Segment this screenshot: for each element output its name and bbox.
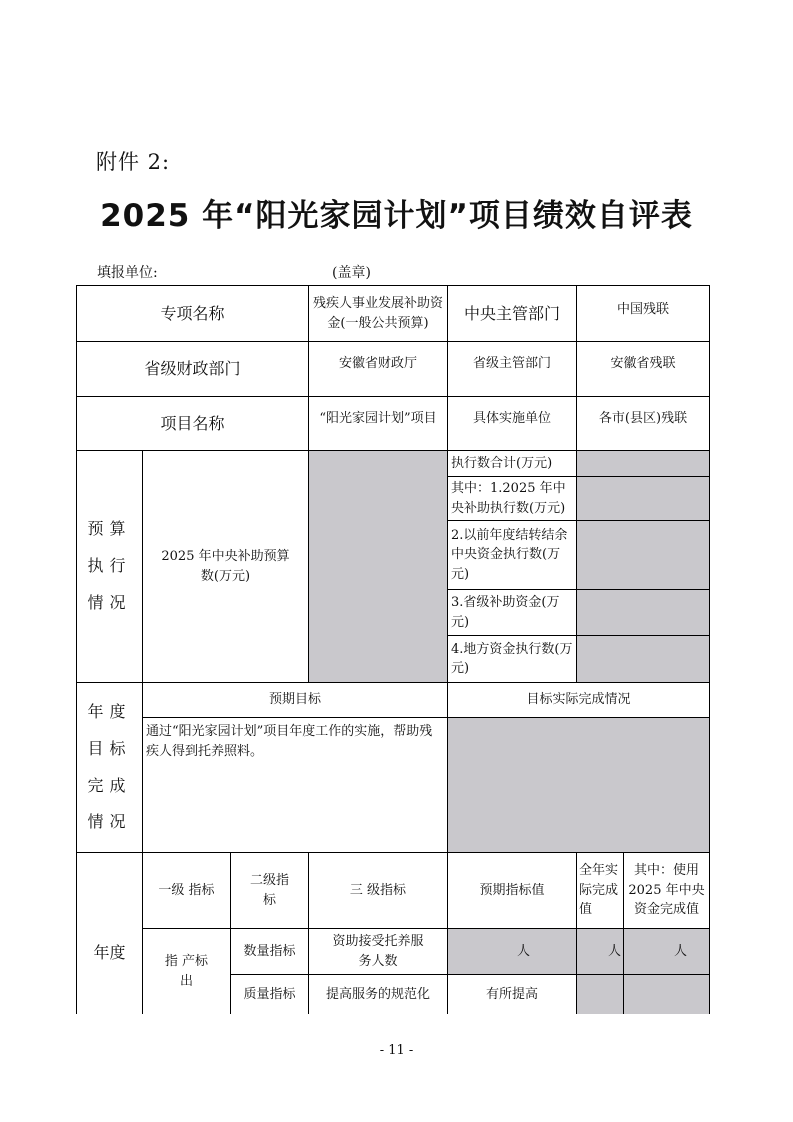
provincial-finance-value: 安徽省财政厅 <box>308 341 448 397</box>
implementing-unit-value: 各市(县区)残联 <box>576 396 710 451</box>
budget-item-provincial: 3.省级补助资金(万元) <box>447 589 577 636</box>
level3-header: 三 级指标 <box>308 852 448 929</box>
fill-unit-label: 填报单位: <box>97 265 158 281</box>
goal-section-label: 年度目标完成情况 <box>76 682 143 853</box>
actual-goal-header: 目标实际完成情况 <box>447 682 710 718</box>
annual-actual-header: 全年实际完成值 <box>576 852 624 929</box>
provincial-dept-label: 省级主管部门 <box>447 341 577 397</box>
central-actual-header: 其中：使用 2025 年中央资金完成值 <box>623 852 710 929</box>
budget-item-carryover: 2.以前年度结转结余中央资金执行数(万元) <box>447 520 577 590</box>
expected-value-header: 预期指标值 <box>447 852 577 929</box>
budget-value-local <box>576 635 710 683</box>
budget-value-central-2025 <box>576 476 710 521</box>
indicators-section-label: 年度 <box>76 852 143 1014</box>
indicator-expected-quantity: 人 <box>447 928 577 975</box>
annex-label: 附件 2: <box>96 150 171 174</box>
project-name-label: 项目名称 <box>76 396 309 451</box>
project-name-value: “阳光家园计划”项目 <box>308 396 448 451</box>
special-item-name-label: 专项名称 <box>76 285 309 342</box>
indicator-level2-quality: 质量指标 <box>230 974 309 1014</box>
budget-value-total <box>576 450 710 477</box>
budget-item-total: 执行数合计(万元) <box>447 450 577 477</box>
level1-header: 一级 指标 <box>142 852 231 929</box>
indicator-level3-quality: 提高服务的规范化 <box>308 974 448 1014</box>
budget-value-provincial <box>576 589 710 636</box>
level2-header: 二级指标 <box>230 852 309 929</box>
indicator-central-quantity: 人 <box>623 928 710 975</box>
expected-goal-header: 预期目标 <box>142 682 448 718</box>
central-dept-value: 中国残联 <box>576 285 710 342</box>
budget-value-carryover <box>576 520 710 590</box>
special-item-name-value: 残疾人事业发展补助资金(一般公共预算) <box>308 285 448 342</box>
seal-label: (盖章) <box>332 265 371 281</box>
provincial-dept-value: 安徽省残联 <box>576 341 710 397</box>
indicator-central-quality <box>623 974 710 1014</box>
budget-section-label: 预算执行情况 <box>76 450 143 683</box>
implementing-unit-label: 具体实施单位 <box>447 396 577 451</box>
central-dept-label: 中央主管部门 <box>447 285 577 342</box>
expected-goal-text: 通过“阳光家园计划”项目年度工作的实施，帮助残疾人得到托养照料。 <box>142 717 448 853</box>
actual-goal-value <box>447 717 710 853</box>
indicator-annual-quantity: 人 <box>576 928 624 975</box>
budget-item-central-2025: 其中：1.2025 年中央补助执行数(万元) <box>447 476 577 521</box>
indicator-level2-quantity: 数量指标 <box>230 928 309 975</box>
indicator-level3-quantity: 资助接受托养服务人数 <box>308 928 448 975</box>
indicator-annual-quality <box>576 974 624 1014</box>
form-title: 2025 年“阳光家园计划”项目绩效自评表 <box>100 198 693 234</box>
central-budget-value <box>308 450 448 683</box>
indicator-expected-quality: 有所提高 <box>447 974 577 1014</box>
central-budget-label: 2025 年中央补助预算数(万元) <box>142 450 309 683</box>
page-number: - 11 - <box>379 1043 414 1058</box>
provincial-finance-label: 省级财政部门 <box>76 341 309 397</box>
budget-item-local: 4.地方资金执行数(万元) <box>447 635 577 683</box>
output-indicator-label: 指 产标 出 <box>142 928 231 1014</box>
